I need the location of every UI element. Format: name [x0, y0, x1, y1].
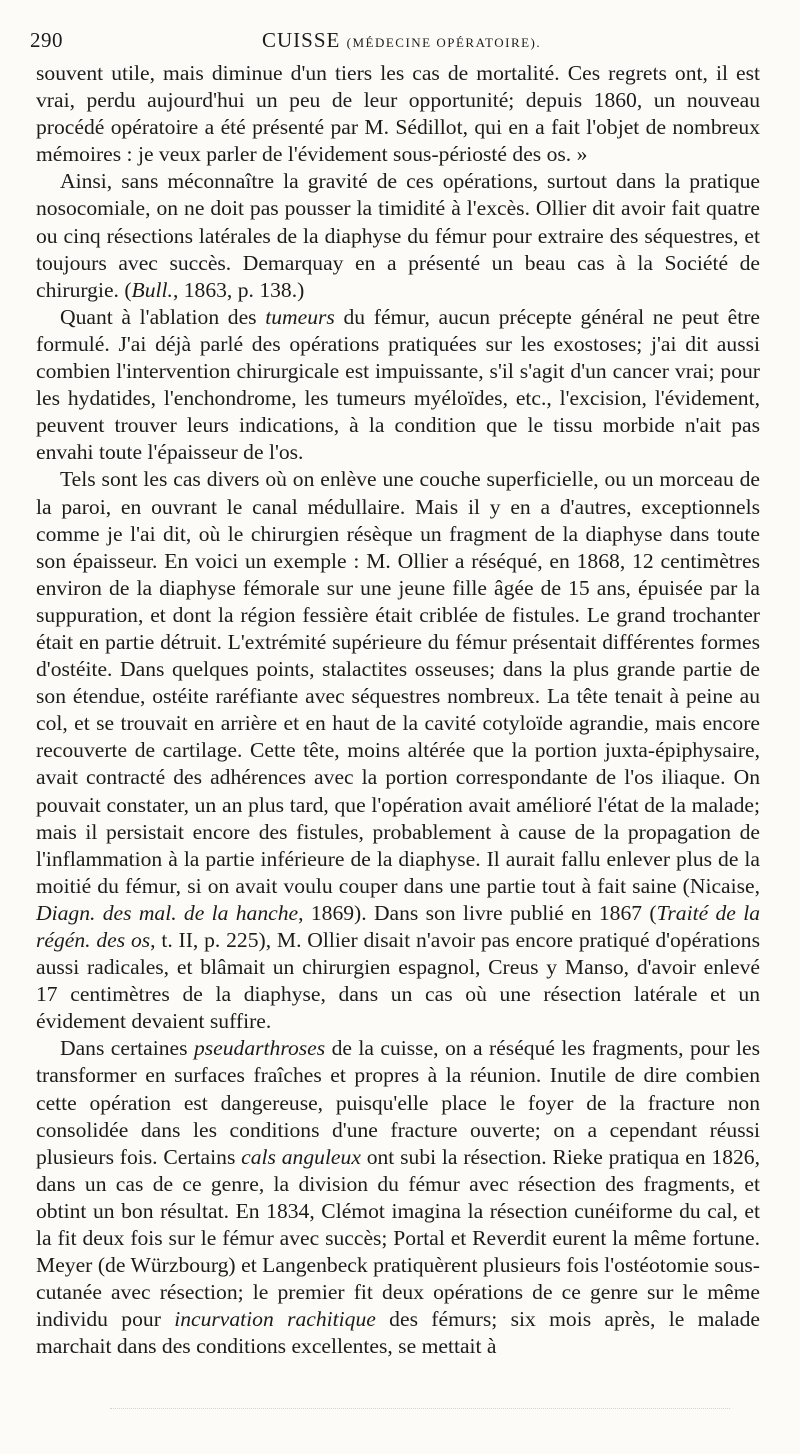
paragraph-text: ont subi la résection. Rieke pratiqua en 1826, dans un cas de ce genre, la division du fémur avec résection des fragments, et obtint un bon résultat. En 1834, Clémot imagina la résection cunéiforme du cal, et la fit deux fois sur le fémur avec succès; Portal et Reverdit eurent la même fortune. Meyer (de Würzbourg) et Langenbeck pratiquèrent plusieurs fois l'ostéotomie sous-cutanée avec résection; le premier fit deux opérations de ce genre sur le même individu pour — [36, 1144, 760, 1332]
paragraph-text: du fémur, aucun précepte général ne peut être formulé. J'ai déjà parlé des opérations pratiquées sur les exostoses; j'ai dit aussi combien l'intervention chirurgicale est impuissante, s'il s'agit d'un cancer vrai; pour les hydatides, l'enchondrome, les tumeurs myéloïdes, etc., l'excision, l'évidement, peuvent trouver leurs indications, à la condition que le tissu morbide n'ait pas envahi toute l'épaisseur de l'os. — [36, 304, 760, 465]
running-title: CUISSE — [262, 28, 341, 52]
paragraph — [36, 1035, 760, 1360]
running-subtitle: (MÉDECINE OPÉRATOIRE). — [346, 35, 542, 50]
paragraph — [36, 304, 760, 467]
italic-term: incurvation rachitique — [174, 1307, 376, 1332]
italic-term: cals anguleux — [241, 1144, 361, 1169]
paragraph — [36, 168, 760, 303]
paragraph-text: Tels sont les cas divers où on enlève une couche superficielle, ou un morceau de la paroi, en ouvrant le canal médullaire. Mais il y en a d'autres, exceptionnels comme je l'ai dit, où le chirurgien résèque un fragment de la diaphyse dans toute son épaisseur. En voici un exemple : M. Ollier a réséqué, en 1868, 12 centimètres environ de la diaphyse fémorale sur une jeune fille âgée de 15 ans, épuisée par la suppuration, et dont la région fessière était criblée de fistules. Le grand trochanter était en partie détruit. L'extrémité supérieure du fémur présentait différentes formes d'ostéite. Dans quelques points, stalactites osseuses; dans la plus grande partie de son étendue, ostéite raréfiante avec séquestres nombreux. La tête tenait à peine au col, et se trouvait en arrière et en haut de la cavité cotyloïde agrandie, mais encore recouverte de cartilage. Cette tête, moins altérée que la portion juxta-épiphysaire, avait contracté des adhérences avec la portion correspondante de l'os iliaque. On pouvait constater, un an plus tard, que l'opération avait amélioré l'état de la malade; mais il persistait encore des fistules, probablement à cause de la propagation de l'inflammation à la partie inférieure de la diaphyse. Il aurait fallu enlever plus de la moitié du fémur, si on avait voulu couper dans une partie tout à fait saine (Nicaise, — [36, 467, 760, 898]
italic-term: pseudarthroses — [193, 1036, 326, 1061]
italic-citation: Traité de la régén. des os — [36, 900, 761, 952]
paragraph-text: Quant à l'ablation des — [60, 304, 266, 329]
running-head — [262, 28, 541, 53]
page-number: 290 — [30, 28, 63, 52]
paragraph-continuation — [36, 60, 760, 168]
paragraph — [36, 466, 760, 1035]
paragraph-text: , 1863, p. 138.) — [172, 277, 305, 302]
paragraph-text: des fémurs; six mois après, le malade marchait dans des conditions excellentes, se mettait à — [36, 1307, 760, 1359]
scan-bleed-through — [110, 1408, 730, 1419]
italic-term: tumeurs — [265, 304, 335, 329]
paragraph-text: Dans certaines — [60, 1036, 194, 1061]
page-header — [30, 24, 770, 60]
paragraph-text: Ainsi, sans méconnaître la gravité de ces opérations, surtout dans la pratique nosocomiale, on ne doit pas pousser la timidité à l'excès. Ollier dit avoir fait quatre ou cinq résections latérales de la diaphyse du fémur pour extraire des séquestres, et toujours avec succès. Demarquay en a présenté un beau cas à la Société de chirurgie. ( — [36, 169, 760, 302]
italic-citation: Bull. — [131, 277, 173, 302]
paragraph-text: , t. II, p. 225), M. Ollier disait n'avoir pas encore pratiqué d'opérations aussi radicales, et blâmait un chirurgien espagnol, Creus y Manso, d'avoir enlevé 17 centimètres de la diaphyse, dans un cas où une résection latérale et un évidement devaient suffire. — [36, 928, 760, 1034]
paragraph-text: de la cuisse, on a réséqué les fragments, pour les transformer en surfaces fraîches et propres à la réunion. Inutile de dire combien cette opération est dangereuse, puisqu'elle place le foyer de la fracture non consolidée dans les conditions d'une fracture ouverte; on a cependant réussi plusieurs fois. Certains — [36, 1036, 760, 1169]
italic-citation: Diagn. des mal. de la hanche — [36, 900, 299, 925]
body-text — [36, 60, 760, 1361]
paragraph-text: , 1869). Dans son livre publié en 1867 ( — [298, 900, 657, 925]
paragraph-text: souvent utile, mais diminue d'un tiers les cas de mortalité. Ces regrets ont, il est vrai, perdu aujourd'hui un peu de leur opportunité; depuis 1860, un nouveau procédé opératoire a été présenté par M. Sédillot, qui en a fait l'objet de nombreux mémoires : je veux parler de l'évidement sous-périosté des os. » — [36, 61, 760, 167]
